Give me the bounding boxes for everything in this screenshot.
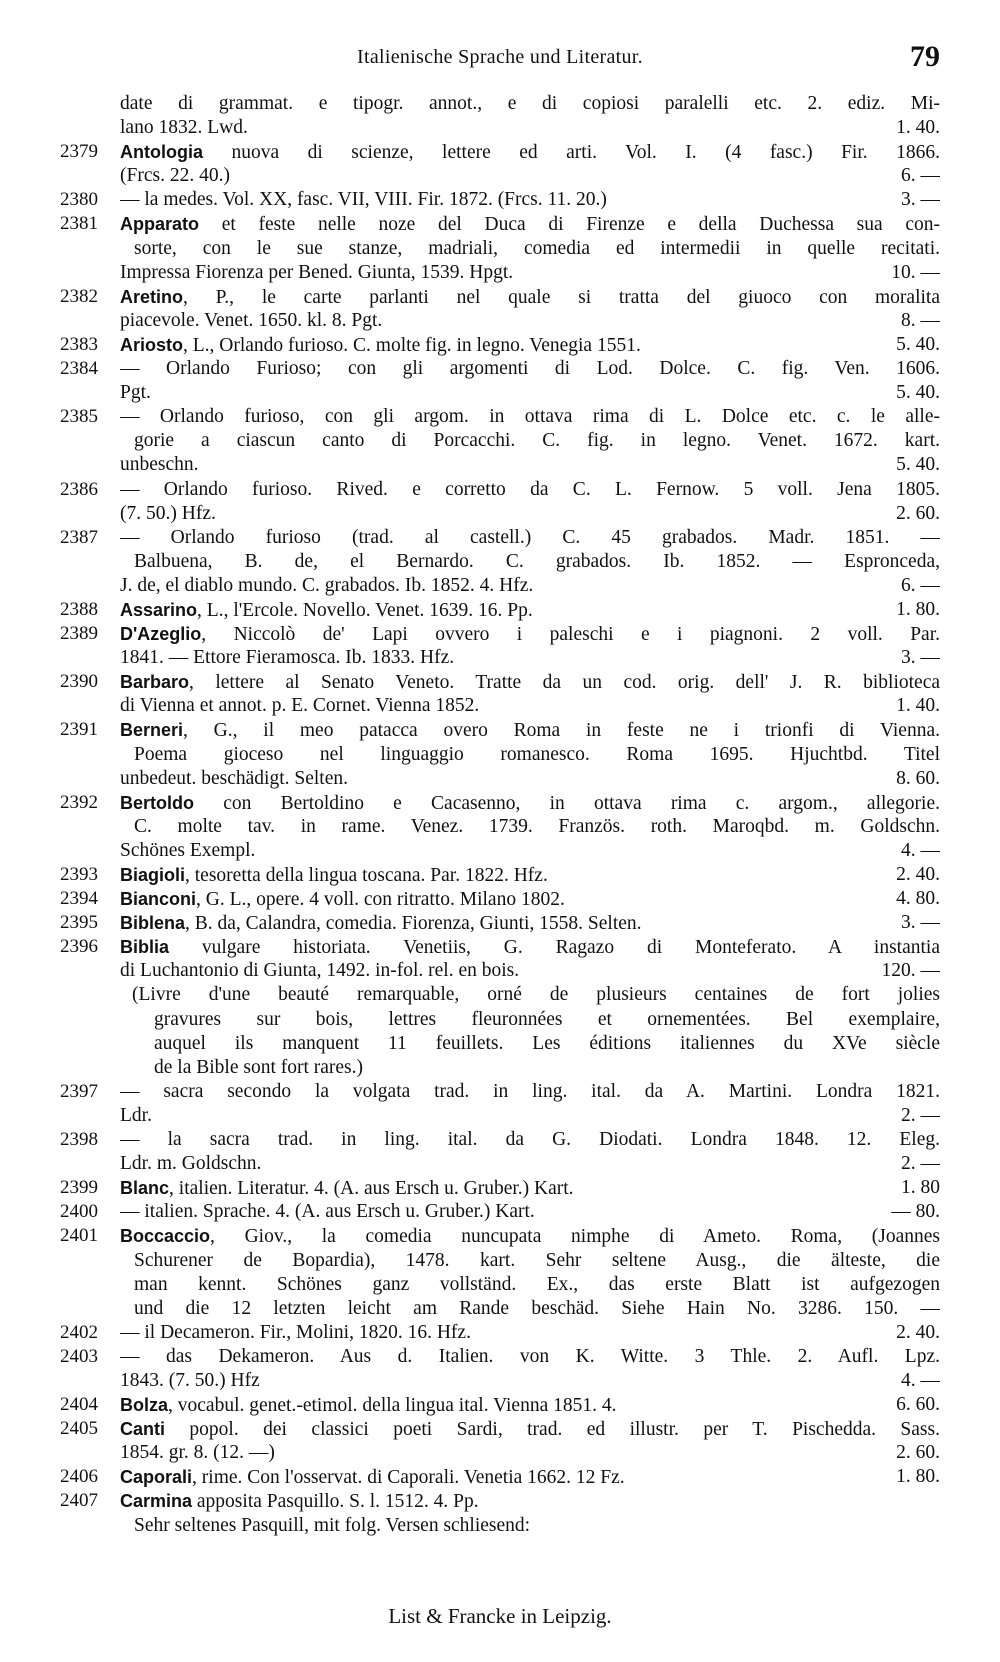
entry-number: 2389 <box>60 623 98 645</box>
entry-keyword: Bolza <box>120 1395 169 1416</box>
entry-line <box>120 887 940 911</box>
entry-text <box>120 793 940 814</box>
entry-text <box>120 1465 625 1489</box>
entry-text <box>154 1033 940 1054</box>
entry-description: Pgt. <box>120 382 151 404</box>
publisher-footer: List & Francke in Leipzig. <box>388 1604 612 1628</box>
entry-description: Ldr. <box>120 1104 152 1126</box>
entry-text <box>120 261 513 285</box>
entry-price: 4. 80. <box>896 888 940 910</box>
entry-keyword: D'Azeglio <box>120 624 202 645</box>
entry-price: 8. 60. <box>896 767 940 789</box>
entry-price: 1. 80. <box>896 1466 940 1488</box>
entry-line <box>120 92 940 116</box>
catalog-entry <box>60 1345 940 1393</box>
entry-price: 6. — <box>901 574 940 596</box>
entry-number: 2384 <box>60 358 98 380</box>
entry-keyword: Caporali <box>120 1467 193 1488</box>
entry-line <box>120 261 940 285</box>
entry-description: , G. L., opere. 4 voll. con ritratto. Milano 1802. <box>196 889 565 911</box>
entry-line <box>120 333 940 357</box>
entry-number: 2390 <box>60 671 98 693</box>
entry-description: , L., Orlando furioso. C. molte fig. in legno. Venegia 1551. <box>183 334 641 356</box>
entry-line <box>120 405 940 429</box>
catalog-entry <box>60 863 940 887</box>
entry-text <box>120 164 230 188</box>
entry-number: 2397 <box>60 1080 98 1102</box>
entry-description: de la Bible sont fort rares.) <box>154 1056 364 1078</box>
catalog-entry <box>60 1393 940 1417</box>
entry-text <box>120 887 565 911</box>
entry-text <box>120 142 940 163</box>
entry-keyword: Apparato <box>120 214 200 235</box>
entry-line <box>120 1514 940 1538</box>
entry-line <box>120 1489 940 1513</box>
entry-description: , italien. Literatur. 4. (A. aus Ersch u. Gruber.) Kart. <box>169 1178 574 1200</box>
entry-description: date di grammat. e tipogr. annot., e di copiosi paralelli etc. 2. ediz. Mi- <box>120 93 940 114</box>
entry-number: 2381 <box>60 213 98 235</box>
entry-text <box>120 911 642 935</box>
entry-price: 3. — <box>901 189 940 211</box>
entry-description: , Giov., la comedia nuncupata nimphe di Ameto. Roma, (Joannes <box>210 1226 940 1248</box>
entry-number: 2380 <box>60 189 98 211</box>
entry-description: — Orlando Furioso; con gli argomenti di Lod. Dolce. C. fig. Ven. 1606. <box>120 358 940 380</box>
entry-price: 4. — <box>901 1369 940 1391</box>
entry-number: 2402 <box>60 1321 98 1343</box>
catalog-entry <box>60 1080 940 1128</box>
entry-number: 2395 <box>60 912 98 934</box>
entry-line <box>120 911 940 935</box>
entry-keyword: Antologia <box>120 142 203 163</box>
entry-line <box>120 574 940 598</box>
entry-price: 2. — <box>901 1153 940 1175</box>
entry-line <box>120 285 940 309</box>
entry-number: 2403 <box>60 1345 98 1367</box>
entry-description: nuova di scienze, lettere ed arti. Vol. I. (4 fasc.) Fir. 1866. <box>203 142 940 164</box>
entry-line <box>120 598 940 622</box>
entry-number: 2379 <box>60 141 98 163</box>
entry-text <box>120 598 533 622</box>
entry-line <box>120 478 940 502</box>
entry-line <box>120 1441 940 1465</box>
entry-price: 5. 40. <box>896 382 940 404</box>
catalog-entry <box>60 1321 940 1345</box>
entry-number: 2385 <box>60 406 98 428</box>
catalog-entry <box>60 911 940 935</box>
entry-keyword: Biblena <box>120 913 186 934</box>
entry-line <box>120 1104 940 1128</box>
entry-line <box>120 1152 940 1176</box>
entry-text <box>120 720 940 741</box>
entry-keyword: Carmina <box>120 1491 193 1512</box>
entry-description: Poema gioceso nel linguaggio romanesco. Roma 1695. Hjuchtbd. Titel <box>134 743 940 765</box>
entry-line <box>120 815 940 839</box>
entry-description: — italien. Sprache. 4. (A. aus Ersch u. Gruber.) Kart. <box>120 1201 535 1223</box>
entry-keyword: Biblia <box>120 937 170 958</box>
entry-text <box>120 1081 940 1102</box>
entry-description: Sehr seltenes Pasquill, mit folg. Versen schliesend: <box>134 1514 531 1536</box>
entry-text <box>134 1515 530 1536</box>
entry-keyword: Barbaro <box>120 672 190 693</box>
catalog-entry <box>60 670 940 718</box>
entry-description: , vocabul. genet.-etimol. della lingua ital. Vienna 1851. 4. <box>168 1395 617 1417</box>
entry-price: 3. — <box>901 912 940 934</box>
entry-description: , L., l'Ercole. Novello. Venet. 1639. 16. Pp. <box>197 599 533 621</box>
catalog-entries <box>60 92 940 1538</box>
entry-description: apposita Pasquillo. S. l. 1512. 4. Pp. <box>192 1491 479 1513</box>
entry-keyword: Boccaccio <box>120 1226 211 1247</box>
entry-number: 2391 <box>60 719 98 741</box>
entry-text <box>120 839 255 863</box>
entry-description: Balbuena, B. de, el Bernardo. C. grabados. Ib. 1852. — Espronceda, <box>134 550 940 572</box>
entry-line <box>120 309 940 333</box>
catalog-entry <box>60 212 940 284</box>
entry-text <box>134 1274 940 1295</box>
catalog-entry <box>60 92 940 140</box>
entry-price: 2. 60. <box>896 1442 940 1464</box>
entry-text <box>120 333 641 357</box>
entry-description: unbedeut. beschädigt. Selten. <box>120 767 348 789</box>
entry-description: , B. da, Calandra, comedia. Fiorenza, Giunti, 1558. Selten. <box>185 913 642 935</box>
catalog-entry <box>60 1200 940 1224</box>
entry-keyword: Bianconi <box>120 889 197 910</box>
entry-description: Impressa Fiorenza per Bened. Giunta, 1539. Hpgt. <box>120 261 514 283</box>
catalog-entry <box>60 935 940 1080</box>
entry-text <box>120 1129 940 1150</box>
entry-description: — Orlando furioso, con gli argom. in ottava rima di L. Dolce etc. c. le alle- <box>120 406 940 428</box>
entry-description: vulgare historiata. Venetiis, G. Ragazo di Monteferato. A instantia <box>169 937 940 959</box>
catalog-entry <box>60 188 940 212</box>
entry-text <box>120 1441 275 1465</box>
entry-price: 10. — <box>891 261 940 283</box>
entry-text <box>134 238 940 259</box>
entry-text <box>120 1393 617 1417</box>
page-number: 79 <box>910 40 940 73</box>
entry-text <box>120 1200 535 1224</box>
entry-line <box>120 188 940 212</box>
entry-line <box>120 1369 940 1393</box>
entry-number: 2386 <box>60 478 98 500</box>
entry-description: Ldr. m. Goldschn. <box>120 1153 262 1175</box>
entry-line <box>120 381 940 405</box>
entry-price: 1. 40. <box>896 117 940 139</box>
catalog-entry <box>60 1224 940 1320</box>
entry-text <box>120 309 382 333</box>
entry-description: gorie a ciascun canto di Porcacchi. C. fig. in legno. Venet. 1672. kart. <box>134 430 940 452</box>
entry-text <box>120 624 940 645</box>
entry-line <box>120 1345 940 1369</box>
entry-text <box>120 672 940 693</box>
entry-description: , rime. Con l'osservat. di Caporali. Venetia 1662. 12 Fz. <box>192 1467 625 1489</box>
entry-number: 2393 <box>60 864 98 885</box>
entry-number: 2396 <box>60 936 98 958</box>
entry-text <box>120 453 199 477</box>
entry-description: man kennt. Schönes ganz vollständ. Ex., das erste Blatt ist aufgezogen <box>134 1273 940 1295</box>
entry-number: 2400 <box>60 1201 98 1223</box>
entry-line <box>120 983 940 1007</box>
entry-number: 2405 <box>60 1418 98 1440</box>
entry-text <box>120 1491 479 1512</box>
entry-description: — Orlando furioso. Rived. e corretto da C. L. Fernow. 5 voll. Jena 1805. <box>120 478 940 500</box>
entry-number: 2392 <box>60 791 98 813</box>
entry-text <box>120 287 940 308</box>
entry-text <box>154 1057 363 1078</box>
entry-price: 3. — <box>901 647 940 669</box>
entry-number: 2382 <box>60 285 98 307</box>
catalog-entry <box>60 622 940 670</box>
entry-text <box>132 984 940 1005</box>
entry-line <box>120 743 940 767</box>
entry-number: 2399 <box>60 1177 98 1199</box>
entry-text <box>120 188 607 212</box>
catalog-entry <box>60 791 940 863</box>
entry-price: 1. 80 <box>901 1177 940 1199</box>
entry-description: gravures sur bois, lettres fleuronnées et ornementées. Bel exemplaire, <box>154 1008 940 1030</box>
entry-description: di Vienna et annot. p. E. Cornet. Vienna 1852. <box>120 695 480 717</box>
entry-number: 2406 <box>60 1466 98 1488</box>
entry-line <box>120 1032 940 1056</box>
entry-text <box>120 863 548 887</box>
entry-description: (Frcs. 22. 40.) <box>120 165 230 187</box>
entry-description: und die 12 letzten leicht am Rande beschäd. Siehe Hain No. 3286. 150. — <box>134 1297 940 1319</box>
entry-price: 5. 40. <box>896 454 940 476</box>
entry-line <box>120 1273 940 1297</box>
entry-line <box>120 694 940 718</box>
entry-text <box>120 381 151 405</box>
running-title: Italienische Sprache und Literatur. <box>357 46 643 68</box>
entry-text <box>120 1152 261 1176</box>
entry-price: 4. — <box>901 839 940 861</box>
entry-text <box>134 816 940 837</box>
entry-text <box>120 694 479 718</box>
catalog-entry <box>60 1176 940 1200</box>
entry-line <box>120 1321 940 1345</box>
entry-line <box>120 357 940 381</box>
catalog-entry <box>60 1417 940 1465</box>
entry-line <box>120 1249 940 1273</box>
catalog-entry <box>60 718 940 790</box>
catalog-entry <box>60 526 940 598</box>
entry-description: — sacra secondo la volgata trad. in ling. ital. da A. Martini. Londra 1821. <box>120 1080 940 1102</box>
entry-price: 5. 40. <box>896 333 940 355</box>
entry-description: , P., le carte parlanti nel quale si tratta del giuoco con moralita <box>183 286 940 308</box>
entry-text <box>120 959 519 983</box>
entry-price: 2. 40. <box>896 864 940 885</box>
entry-line <box>120 1224 940 1248</box>
entry-line <box>120 1128 940 1152</box>
entry-price: 8. — <box>901 309 940 331</box>
entry-description: , Niccolò de' Lapi ovvero i paleschi e i piagnoni. 2 voll. Par. <box>201 624 940 646</box>
entry-line <box>120 429 940 453</box>
entry-text <box>134 1298 940 1319</box>
entry-line <box>120 502 940 526</box>
entry-line <box>120 550 940 574</box>
entry-text <box>120 767 348 791</box>
entry-description: — la sacra trad. in ling. ital. da G. Diodati. Londra 1848. 12. Eleg. <box>120 1129 940 1151</box>
entry-description: auquel ils manquent 11 feuillets. Les éditions italiennes du XVe siècle <box>154 1032 940 1054</box>
entry-price: 120. — <box>881 960 940 982</box>
entry-number: 2388 <box>60 598 98 620</box>
catalog-entry <box>60 405 940 477</box>
entry-text <box>154 1009 940 1030</box>
entry-text <box>120 358 940 379</box>
entry-number: 2387 <box>60 526 98 548</box>
entry-price: — 80. <box>891 1201 940 1223</box>
entry-price: 2. 60. <box>896 502 940 524</box>
catalog-entry <box>60 478 940 526</box>
catalog-entry <box>60 333 940 357</box>
entry-keyword: Assarino <box>120 599 198 620</box>
entry-text <box>120 1176 574 1200</box>
entry-line <box>120 1465 940 1489</box>
entry-description: sorte, con le sue stanze, madriali, comedia ed intermedii in quelle recitati. <box>134 237 940 259</box>
entry-line <box>120 1176 940 1200</box>
entry-text <box>120 646 454 670</box>
entry-price: 2. — <box>901 1104 940 1126</box>
entry-number: 2398 <box>60 1129 98 1151</box>
entry-line <box>120 959 940 983</box>
entry-line <box>120 1200 940 1224</box>
entry-line <box>120 526 940 550</box>
entry-text <box>134 1250 940 1271</box>
entry-line <box>120 1393 940 1417</box>
entry-text <box>120 406 940 427</box>
entry-number: 2407 <box>60 1490 98 1512</box>
entry-price: 6. — <box>901 165 940 187</box>
entry-description: , lettere al Senato Veneto. Tratte da un cod. orig. dell' J. R. biblioteca <box>189 672 940 694</box>
entry-price: 6. 60. <box>896 1394 940 1416</box>
entry-text <box>120 1419 940 1440</box>
entry-line <box>120 1297 940 1321</box>
entry-keyword: Ariosto <box>120 334 183 355</box>
entry-line <box>120 718 940 742</box>
entry-line <box>120 116 940 140</box>
entry-price: 2. 40. <box>896 1321 940 1343</box>
entry-keyword: Aretino <box>120 286 183 307</box>
entry-keyword: Berneri <box>120 720 184 741</box>
entry-description: unbeschn. <box>120 454 199 476</box>
entry-text <box>120 116 248 140</box>
entry-text <box>120 479 940 500</box>
entry-price: 1. 80. <box>896 598 940 620</box>
entry-description: J. de, el diablo mundo. C. grabados. Ib. 1852. 4. Hfz. <box>120 574 534 596</box>
entry-text <box>120 937 940 958</box>
entry-description: (7. 50.) Hfz. <box>120 502 216 524</box>
catalog-entry <box>60 887 940 911</box>
entry-text <box>120 1104 152 1128</box>
entry-description: 1854. gr. 8. (12. —) <box>120 1442 275 1464</box>
entry-description: popol. dei classici poeti Sardi, trad. ed illustr. per T. Pischedda. Sass. <box>165 1419 940 1441</box>
entry-description: — das Dekameron. Aus d. Italien. von K. Witte. 3 Thle. 2. Aufl. Lpz. <box>120 1345 940 1367</box>
entry-text <box>134 430 940 451</box>
entry-text <box>120 93 940 114</box>
entry-text <box>120 502 216 526</box>
entry-line <box>120 670 940 694</box>
entry-description: 1843. (7. 50.) Hfz <box>120 1369 260 1391</box>
entry-description: , tesoretta della lingua toscana. Par. 1822. Hfz. <box>185 865 548 886</box>
entry-description: lano 1832. Lwd. <box>120 117 248 139</box>
entry-line <box>120 646 940 670</box>
entry-price: 1. 40. <box>896 695 940 717</box>
entry-text <box>134 551 940 572</box>
entry-description: — la medes. Vol. XX, fasc. VII, VIII. Fir. 1872. (Frcs. 11. 20.) <box>120 189 607 211</box>
entry-text <box>120 1226 940 1247</box>
catalog-entry <box>60 285 940 333</box>
entry-description: con Bertoldino e Cacasenno, in ottava rima c. argom., allegorie. <box>194 792 940 814</box>
entry-description: , G., il meo patacca overo Roma in feste ne i trionfi di Vienna. <box>183 720 940 742</box>
entry-line <box>120 140 940 164</box>
entry-number: 2404 <box>60 1394 98 1416</box>
entry-description: — il Decameron. Fir., Molini, 1820. 16. Hfz. <box>120 1321 471 1343</box>
catalog-entry <box>60 140 940 188</box>
entry-description: piacevole. Venet. 1650. kl. 8. Pgt. <box>120 309 383 331</box>
entry-description: Schurener de Bopardia), 1478. kart. Sehr seltene Ausg., die älteste, die <box>134 1249 940 1271</box>
entry-number: 2394 <box>60 888 98 910</box>
entry-keyword: Biagioli <box>120 865 186 885</box>
entry-text <box>120 1369 260 1393</box>
entry-line <box>120 453 940 477</box>
entry-line <box>120 164 940 188</box>
entry-number: 2401 <box>60 1225 98 1247</box>
entry-text <box>120 574 533 598</box>
catalog-entry <box>60 1465 940 1489</box>
entry-line <box>120 1417 940 1441</box>
entry-text <box>120 527 940 548</box>
entry-line <box>120 1080 940 1104</box>
entry-text <box>134 744 940 765</box>
entry-description: — Orlando furioso (trad. al castell.) C. 45 grabados. Madr. 1851. — <box>120 526 940 548</box>
page-header <box>60 40 940 80</box>
entry-description: 1841. — Ettore Fieramosca. Ib. 1833. Hfz. <box>120 647 455 669</box>
entry-line <box>120 622 940 646</box>
entry-description: di Luchantonio di Giunta, 1492. in-fol. rel. en bois. <box>120 960 520 982</box>
entry-line <box>120 863 940 887</box>
entry-number: 2383 <box>60 333 98 355</box>
entry-text <box>120 1346 940 1367</box>
catalog-entry <box>60 1128 940 1176</box>
entry-line <box>120 935 940 959</box>
entry-line <box>120 237 940 261</box>
catalog-entry <box>60 357 940 405</box>
entry-description: Schönes Exempl. <box>120 839 256 861</box>
entry-keyword: Bertoldo <box>120 792 194 813</box>
entry-description: (Livre d'une beauté remarquable, orné de plusieurs centaines de fort jolies <box>132 984 940 1006</box>
entry-keyword: Blanc <box>120 1178 170 1199</box>
entry-line <box>120 1056 940 1080</box>
entry-line <box>120 212 940 236</box>
entry-line <box>120 1008 940 1032</box>
entry-line <box>120 839 940 863</box>
entry-description: C. molte tav. in rame. Venez. 1739. Französ. roth. Maroqbd. m. Goldschn. <box>134 815 940 837</box>
catalog-entry <box>60 598 940 622</box>
entry-description: et feste nelle noze del Duca di Firenze e della Duchessa sua con- <box>199 214 940 236</box>
entry-text <box>120 214 940 235</box>
entry-keyword: Canti <box>120 1419 165 1440</box>
entry-line <box>120 791 940 815</box>
entry-line <box>120 767 940 791</box>
catalog-entry <box>60 1489 940 1537</box>
entry-text <box>120 1321 471 1345</box>
